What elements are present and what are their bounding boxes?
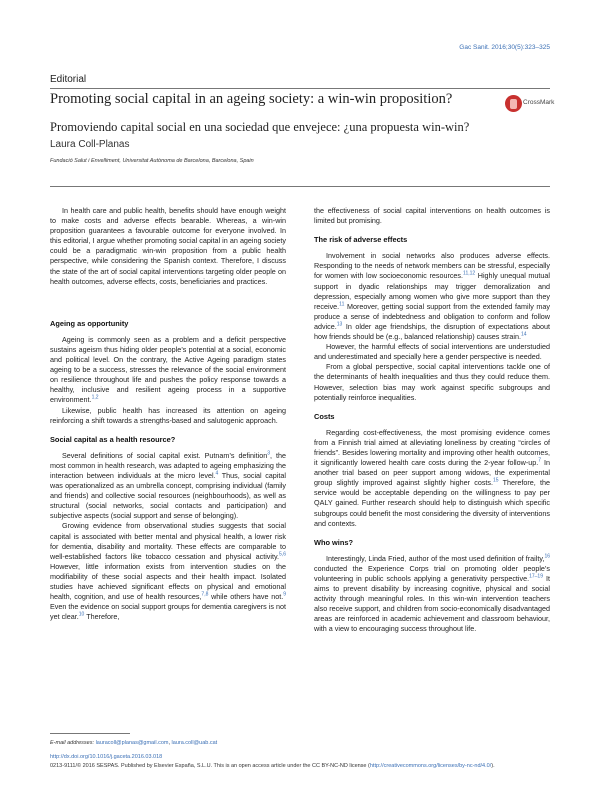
ageing-paragraph-1: Ageing is commonly seen as a problem and a deficit perspective sustains ageism thus hiding older people’s potential at a social, economic and political level. On the contrary, the Active Ageing paradigm states ageing to be a success, stresses the relevance of the social environment on resilience throughout life and pushes the policy response towards a healthy, inclusive and resilient ageing process in a supportive environment.$^{1,2}$ (50, 334, 286, 405)
risk-paragraph-3: From a global perspective, social capital interventions tackle one of the determinants of health inequalities and thus they could reduce them. However, selection bias may work against specific subgroups and potentially reinforce inequalities. (314, 362, 550, 402)
risk-paragraph-1: Involvement in social networks also produces adverse effects. Responding to the needs of network members can be stressful, especially for women with low socioeconomic resources.$^{11,12}$ Highly unequal mutual support in dyadic relationships may trigger demoralization and depression, especially among women who give more support than they receive.$^{11}$ Moreover, getting social support from the extended family may produce a sense of indebtedness and obligation to conform and follow advice.$^{13}$ In older age friendships, the disruption of expectations about how friends should be (e.g., balanced relationship) causes strain.$^{14}$ (314, 251, 550, 342)
right-column (314, 206, 550, 635)
citation-link[interactable]: 7,8 (201, 591, 209, 598)
citation-link[interactable]: 7 (538, 457, 542, 464)
social-paragraph-2: Growing evidence from observational studies suggests that social capital is associated with better mental and physical health, a lower risk for dementia, disability and mortality. These effects are comparable to well-established factors like tobacco cessation and physical activity.$^{5,6}$ However, little information exists from intervention studies on the modifiability of these social aspects and their health impact. Isolated studies have achieved significant effects on physical and emotional health, cognition, and use of health resources,$^{7,8}$ while others have not.$^9$ Even the evidence on social support groups for dementia caregivers is not yet clear.$^{10}$ Therefore, (50, 521, 286, 622)
crossmark-icon (505, 95, 522, 112)
citation-link[interactable]: 14 (520, 331, 527, 338)
citation-link[interactable]: 9 (283, 591, 286, 598)
wins-paragraph: Interestingly, Linda Fried, author of the most used definition of frailty,$^{16}$ conducted the Experience Corps trial on promoting older people’s volunteering in public schools applying a generativity perspective.$^{17-19}$ It aims to prevent disability by increasing cognitive, physical and social activity through meaningful roles. In this win-win intervention teachers also receive support, and children from socio-economically disadvantaged areas are reinforced in academic achievement and classroom behaviour, with a view to encouraging success throughout life. (314, 553, 550, 634)
citation-link[interactable]: 16 (544, 553, 550, 560)
footnote-rule (50, 733, 130, 734)
email-footnote: E-mail addresses: lauracoll@planas@gmail.com, laura.coll@uab.cat (50, 740, 218, 746)
citation-link[interactable]: 17–19 (529, 573, 543, 580)
citation-link[interactable]: 13 (336, 321, 343, 328)
costs-paragraph: Regarding cost-effectiveness, the most promising evidence comes from a Finnish trial aimed at alleviating loneliness by creating “circles of friends”. Besides lowering mortality and improving other health outcomes, it significantly lowered health care costs during the 2-year follow-up.$^7$ In another trial based on peer support among widows, the experimental group slightly improved against slightly higher costs.$^{15}$ Therefore, the service would be acceptable depending on the willingness to pay per QALY gained. Further research should help to distinguish which specific subgroups could benefit the most considering the diversity of interventions and contexts. (314, 427, 550, 528)
author-name: Laura Coll-Planas (50, 139, 130, 150)
email-link-2[interactable]: laura.coll@uab.cat (171, 740, 218, 746)
license-link[interactable]: http://creativecommons.org/licenses/by-nc-nd/4.0/ (369, 763, 492, 769)
article-subtitle: Promoviendo capital social en una sociedad que envejece: ¿una propuesta win-win? (50, 120, 470, 134)
article-title: Promoting social capital in an ageing society: a win-win proposition? (50, 91, 453, 107)
abstract-paragraph: In health care and public health, benefits should have enough weight to make costs and adverse effects bearable. Whereas, a win-win proposition guarantees a favourable outcome for everyone involved. In this editorial, I argue whether promoting social capital in an ageing society could be a paradigmatic win-win proposition from a public health perspective, while considering the Spanish context. Therefore, I discuss the state of the art of social capital interventions targeting older people on health outcomes, adverse effects, costs, beneficiaries and practices. (50, 206, 286, 286)
heading-ageing: Ageing as opportunity (50, 318, 129, 328)
citation-link[interactable]: 1,2 (91, 395, 99, 402)
doi-link[interactable]: http://dx.doi.org/10.1016/j.gaceta.2016.03.018 (50, 754, 163, 760)
author-affiliation: Fundació Salut i Envelliment, Universitat Autònoma de Barcelona, Barcelona, Spain (50, 158, 254, 164)
continued-paragraph: the effectiveness of social capital interventions on health outcomes is limited but promising. (314, 206, 550, 226)
heading-social-capital: Social capital as a health resource? (50, 434, 176, 444)
citation-link[interactable]: 3 (267, 450, 270, 457)
section-label: Editorial (50, 74, 87, 85)
crossmark-label: CrossMark (523, 99, 555, 106)
citation-link[interactable]: 15 (493, 477, 499, 484)
journal-reference-link[interactable]: Gac Sanit. 2016;30(5):323–325 (459, 44, 550, 51)
heading-who-wins: Who wins? (314, 537, 353, 547)
citation-link[interactable]: 11,12 (463, 271, 476, 278)
crossmark-button[interactable] (505, 94, 555, 114)
citation-link[interactable]: 10 (78, 611, 85, 618)
citation-link[interactable]: 4 (215, 470, 219, 477)
risk-paragraph-2: However, the harmful effects of social interventions are understudied and underestimated and specially here a gender perspective is needed. (314, 342, 550, 362)
email-link-1[interactable]: lauracoll@planas@gmail.com (95, 740, 169, 746)
citation-link[interactable]: 5,6 (279, 551, 286, 558)
left-column (50, 206, 286, 622)
copyright-notice: 0213-9111/© 2016 SESPAS. Published by Elsevier España, S.L.U. This is an open access article under the CC BY-NC-ND license (http://creativecommons.org/licenses/by-nc-nd/4.0/). (50, 763, 495, 769)
citation-link[interactable]: 11 (339, 301, 345, 308)
header-rule (50, 88, 550, 89)
social-paragraph-1: Several definitions of social capital exist. Putnam’s definition$^3$, the most common in health research, was adapted to ageing emphasizing the interaction between individuals at the micro level.$^4$ Thus, social capital was operationalized as an umbrella concept, comprising individual (family and friends) and collective social resources (neighbourhoods), as well as structural (social networks, social contacts and participation) and subjective aspects (social support and sense of belonging). (50, 450, 286, 521)
heading-costs: Costs (314, 411, 335, 421)
ageing-paragraph-2: Likewise, public health has increased its attention on ageing reinforcing a shift towards a strengths-based and salutogenic approach. (50, 405, 286, 425)
heading-adverse-effects: The risk of adverse effects (314, 235, 408, 245)
affiliation-rule (50, 186, 550, 187)
